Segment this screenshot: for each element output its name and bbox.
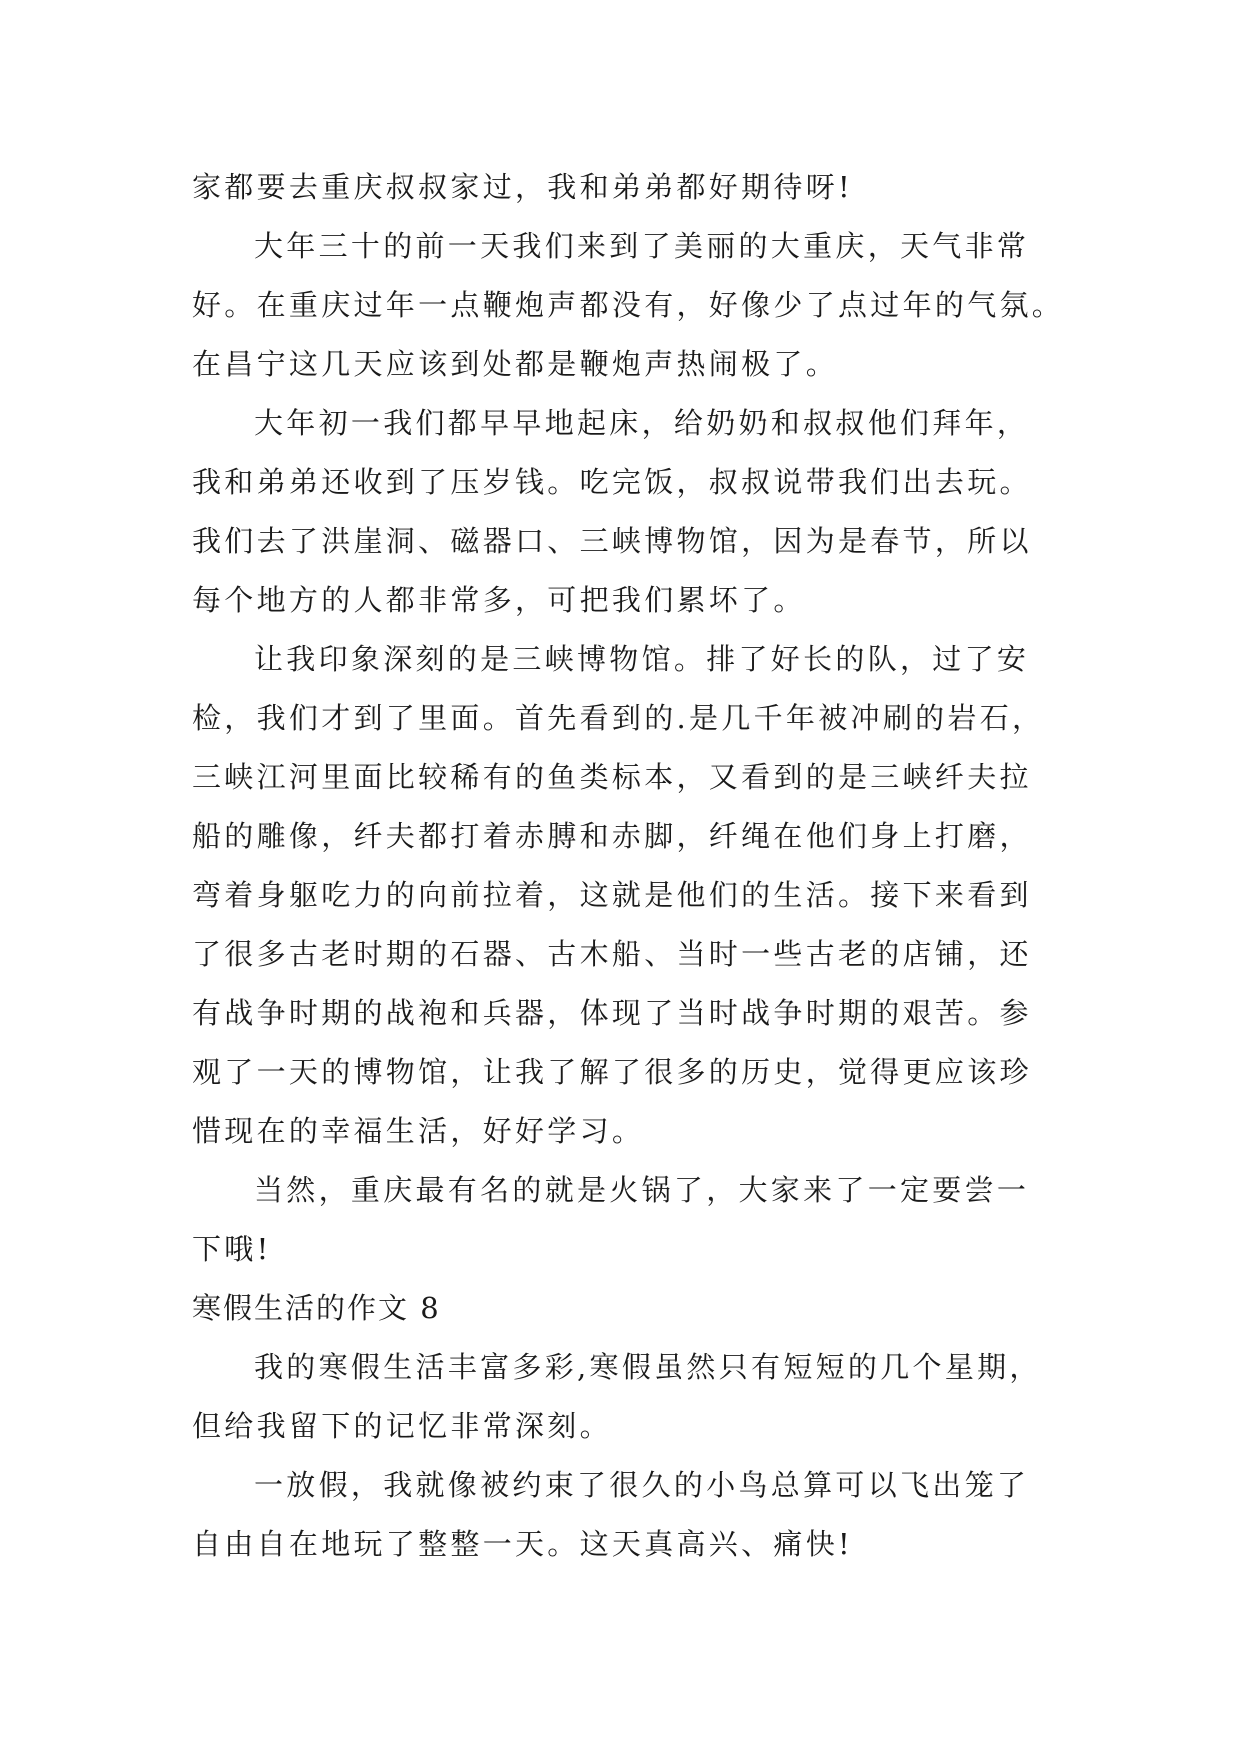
essay-heading: 寒假生活的作文 8 [192, 1291, 441, 1325]
paragraph-line: 当然，重庆最有名的就是火锅了，大家来了一定要尝一 [254, 1173, 1030, 1207]
paragraph-line: 每个地方的人都非常多，可把我们累坏了。 [192, 583, 806, 617]
paragraph-line: 大年初一我们都早早地起床，给奶奶和叔叔他们拜年， [254, 406, 1030, 440]
paragraph-line: 好。在重庆过年一点鞭炮声都没有，好像少了点过年的气氛。 [192, 288, 1065, 322]
paragraph-line: 让我印象深刻的是三峡博物馆。排了好长的队，过了安 [254, 642, 1030, 676]
paragraph-line: 有战争时期的战袍和兵器，体现了当时战争时期的艰苦。参 [192, 996, 1032, 1030]
paragraph-line: 下哦! [192, 1232, 272, 1266]
paragraph-line: 了很多古老时期的石器、古木船、当时一些古老的店铺，还 [192, 937, 1032, 971]
paragraph-line: 弯着身躯吃力的向前拉着，这就是他们的生活。接下来看到 [192, 878, 1032, 912]
paragraph-line: 检，我们才到了里面。首先看到的.是几千年被冲刷的岩石， [192, 701, 1045, 735]
paragraph-line: 三峡江河里面比较稀有的鱼类标本，又看到的是三峡纤夫拉 [192, 760, 1032, 794]
paragraph-line: 船的雕像，纤夫都打着赤膊和赤脚，纤绳在他们身上打磨， [192, 819, 1032, 853]
paragraph-continuation-line: 家都要去重庆叔叔家过，我和弟弟都好期待呀! [192, 170, 853, 204]
paragraph-line: 我们去了洪崖洞、磁器口、三峡博物馆，因为是春节，所以 [192, 524, 1032, 558]
paragraph-line: 自由自在地玩了整整一天。这天真高兴、痛快! [192, 1527, 853, 1561]
paragraph-line: 一放假，我就像被约束了很久的小鸟总算可以飞出笼了 [254, 1468, 1030, 1502]
paragraph-line: 我和弟弟还收到了压岁钱。吃完饭，叔叔说带我们出去玩。 [192, 465, 1032, 499]
essay-body [192, 158, 1065, 1574]
paragraph-line: 但给我留下的记忆非常深刻。 [192, 1409, 612, 1443]
paragraph-line: 惜现在的幸福生活，好好学习。 [192, 1114, 645, 1148]
paragraph-line: 我的寒假生活丰富多彩,寒假虽然只有短短的几个星期， [254, 1350, 1042, 1384]
paragraph-line: 在昌宁这几天应该到处都是鞭炮声热闹极了。 [192, 347, 839, 381]
paragraph-line: 观了一天的博物馆，让我了解了很多的历史，觉得更应该珍 [192, 1055, 1032, 1089]
paragraph-line: 大年三十的前一天我们来到了美丽的大重庆，天气非常 [254, 229, 1030, 263]
